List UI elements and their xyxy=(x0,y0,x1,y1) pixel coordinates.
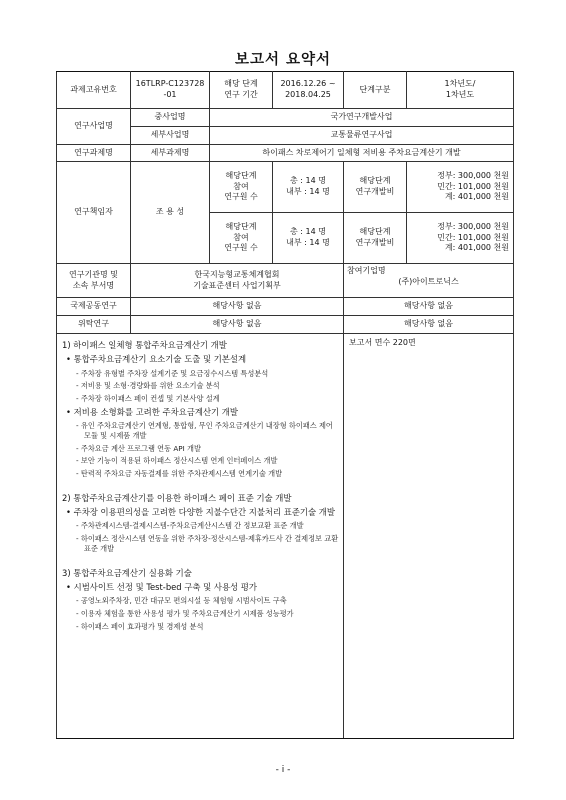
org-name: 한국지능형교통체계협회 기술표준센터 사업기획부 xyxy=(131,264,344,298)
mid-program-value: 국가연구개발사업 xyxy=(210,109,514,127)
commission-value-1: 해당사항 없음 xyxy=(131,316,344,334)
dash-icon: - xyxy=(76,534,81,544)
project-id-value: 16TLRP-C123728 -01 xyxy=(131,72,210,109)
row-commission xyxy=(57,316,514,334)
bullet-text: 주차장 이용편의성을 고려한 다양한 지불수단간 지불처리 표준기술 개발 xyxy=(73,507,335,518)
sub-program-value: 교통물류연구사업 xyxy=(210,127,514,145)
project-name-label: 연구과제명 xyxy=(57,145,131,162)
section-subitem xyxy=(62,456,339,466)
row-project-name xyxy=(57,145,514,162)
section-subitem xyxy=(62,521,339,531)
intl-value-1: 해당사항 없음 xyxy=(131,298,344,316)
intl-label: 국제공동연구 xyxy=(57,298,131,316)
fund-label-1: 해당단계 연구개발비 xyxy=(344,162,407,213)
participant-count-label-1: 해당단계 참여 연구원 수 xyxy=(210,162,273,213)
section-subitem xyxy=(62,369,339,379)
bullet-text: 통합주차요금계산기 요소기술 도출 및 기본설계 xyxy=(73,354,247,365)
stage-type-label: 단계구분 xyxy=(344,72,407,109)
dash-icon: - xyxy=(76,596,81,606)
researcher-label: 연구책임자 xyxy=(57,162,131,264)
org-label: 연구기관명 및 소속 부서명 xyxy=(57,264,131,298)
dash-icon: - xyxy=(76,621,81,631)
subitem-text: 주차관제시스템-결제시스템-주차요금계산시스템 간 정보교환 표준 개발 xyxy=(80,521,304,531)
dash-icon: - xyxy=(76,368,81,378)
stage-period-label: 해당 단계 연구 기간 xyxy=(210,72,273,109)
stage-type-value: 1차년도/ 1차년도 xyxy=(407,72,514,109)
fund-value-1: 정부: 300,000 천원 민간: 101,000 천원 계: 401,000 천원 xyxy=(407,162,514,213)
participant-count-1: 총 : 14 명 내부 : 14 명 xyxy=(273,162,344,213)
section-bullet xyxy=(66,582,339,593)
dash-icon: - xyxy=(76,469,81,479)
subitem-text: 저비용 및 소형·경량화를 위한 요소기술 분석 xyxy=(80,381,220,391)
bullet-text: 시범사이트 선정 및 Test-bed 구축 및 사용성 평가 xyxy=(73,581,257,592)
subitem-text: 이용자 체험을 통한 사용성 평가 및 주차요금계산기 시제품 성능평가 xyxy=(80,609,294,619)
section-gap xyxy=(62,479,339,493)
report-title: 보고서 요약서 xyxy=(234,52,332,68)
dash-icon: - xyxy=(76,609,81,619)
bullet-dot-icon: • xyxy=(66,406,74,417)
project-id-label: 과제고유번호 xyxy=(57,72,131,109)
bullet-dot-icon: • xyxy=(66,507,74,518)
section-subitem xyxy=(62,622,339,632)
participant-count-2: 총 : 14 명 내부 : 14 명 xyxy=(273,213,344,264)
section-gap xyxy=(62,554,339,568)
subitem-text: 주차장 유형별 주차장 설계기준 및 요금징수시스템 특성분석 xyxy=(80,368,269,378)
subitem-text: 주차장 하이패스 페이 컨셉 및 기본사양 설계 xyxy=(80,394,220,404)
summary-table xyxy=(56,71,514,739)
researcher-name: 조 용 성 xyxy=(131,162,210,264)
section-subitem xyxy=(62,381,339,391)
section-title: 2) 통합주차요금계산기를 이용한 하이패스 페이 표준 기술 개발 xyxy=(62,492,292,503)
dash-icon: - xyxy=(76,521,81,531)
section-subitem xyxy=(62,609,339,619)
fund-label-2: 해당단계 연구개발비 xyxy=(344,213,407,264)
row-intl xyxy=(57,298,514,316)
page-number: - i - xyxy=(275,765,291,775)
summary-sections xyxy=(62,340,339,631)
subitem-text: 탄력적 주차요금 자동결제를 위한 주차관제시스템 연계기술 개발 xyxy=(80,469,283,479)
sub-program-label: 세부사업명 xyxy=(131,127,210,145)
dash-icon: - xyxy=(76,456,81,466)
subitem-text: 공영노외주차장, 민간 대규모 편의시설 등 체험형 시범사이트 구축 xyxy=(80,596,287,606)
summary-content xyxy=(57,334,344,739)
subitem-text: 주차요금 계산 프로그램 연동 API 개발 xyxy=(80,443,201,453)
row-mid-program xyxy=(57,109,514,127)
dash-icon: - xyxy=(76,421,81,431)
page-count: 보고서 면수 220면 xyxy=(344,334,514,739)
partner-company: 참여기업명 (주)아이트로닉스 xyxy=(344,264,514,298)
section-subitem xyxy=(62,596,339,606)
commission-label: 위탁연구 xyxy=(57,316,131,334)
section-title: 3) 통합주차요금계산기 실용화 기술 xyxy=(62,567,192,578)
section-subitem xyxy=(62,444,339,454)
fund-value-2: 정부: 300,000 천원 민간: 101,000 천원 계: 401,000 천원 xyxy=(407,213,514,264)
subitem-text: 하이패스 정산시스템 연동을 위한 주차장-정산시스템-제휴카드사 간 결제정보 교환 표준 개발 xyxy=(80,534,339,553)
bullet-dot-icon: • xyxy=(66,581,74,592)
row-org xyxy=(57,264,514,298)
section-bullet xyxy=(66,354,339,365)
dash-icon: - xyxy=(76,381,81,391)
bullet-text: 저비용 소형화를 고려한 주차요금계산기 개발 xyxy=(73,406,238,417)
section-title: 1) 하이패스 일체형 통합주차요금계산기 개발 xyxy=(62,340,227,350)
row-project-id xyxy=(57,72,514,109)
section-bullet xyxy=(66,407,339,418)
subitem-text: 하이패스 페이 효과평가 및 경제성 분석 xyxy=(80,621,204,631)
program-label: 연구사업명 xyxy=(57,109,131,145)
section-subitem xyxy=(62,421,339,440)
participant-count-label-2: 해당단계 참여 연구원 수 xyxy=(210,213,273,264)
project-name-value: 하이패스 차로제어기 일체형 저비용 주차요금계산기 개발 xyxy=(210,145,514,162)
mid-program-label: 중사업명 xyxy=(131,109,210,127)
section-subitem xyxy=(62,394,339,404)
sub-project-label: 세부과제명 xyxy=(131,145,210,162)
subitem-text: 보안 기능이 적용된 하이패스 정산시스템 연계 인터페이스 개발 xyxy=(80,456,278,466)
dash-icon: - xyxy=(76,394,81,404)
row-researcher-1 xyxy=(57,162,514,213)
section-bullet xyxy=(66,507,339,518)
section-subitem xyxy=(62,469,339,479)
commission-value-2: 해당사항 없음 xyxy=(344,316,514,334)
intl-value-2: 해당사항 없음 xyxy=(344,298,514,316)
bullet-dot-icon: • xyxy=(66,354,74,365)
row-content xyxy=(57,334,514,739)
stage-period-value: 2016.12.26 ~ 2018.04.25 xyxy=(273,72,344,109)
subitem-text: 유인 주차요금계산기 연계형, 통합형, 무인 주차요금계산기 내장형 하이패스 제어모듈 및 시제품 개발 xyxy=(80,421,333,440)
dash-icon: - xyxy=(76,443,81,453)
section-subitem xyxy=(62,534,339,553)
